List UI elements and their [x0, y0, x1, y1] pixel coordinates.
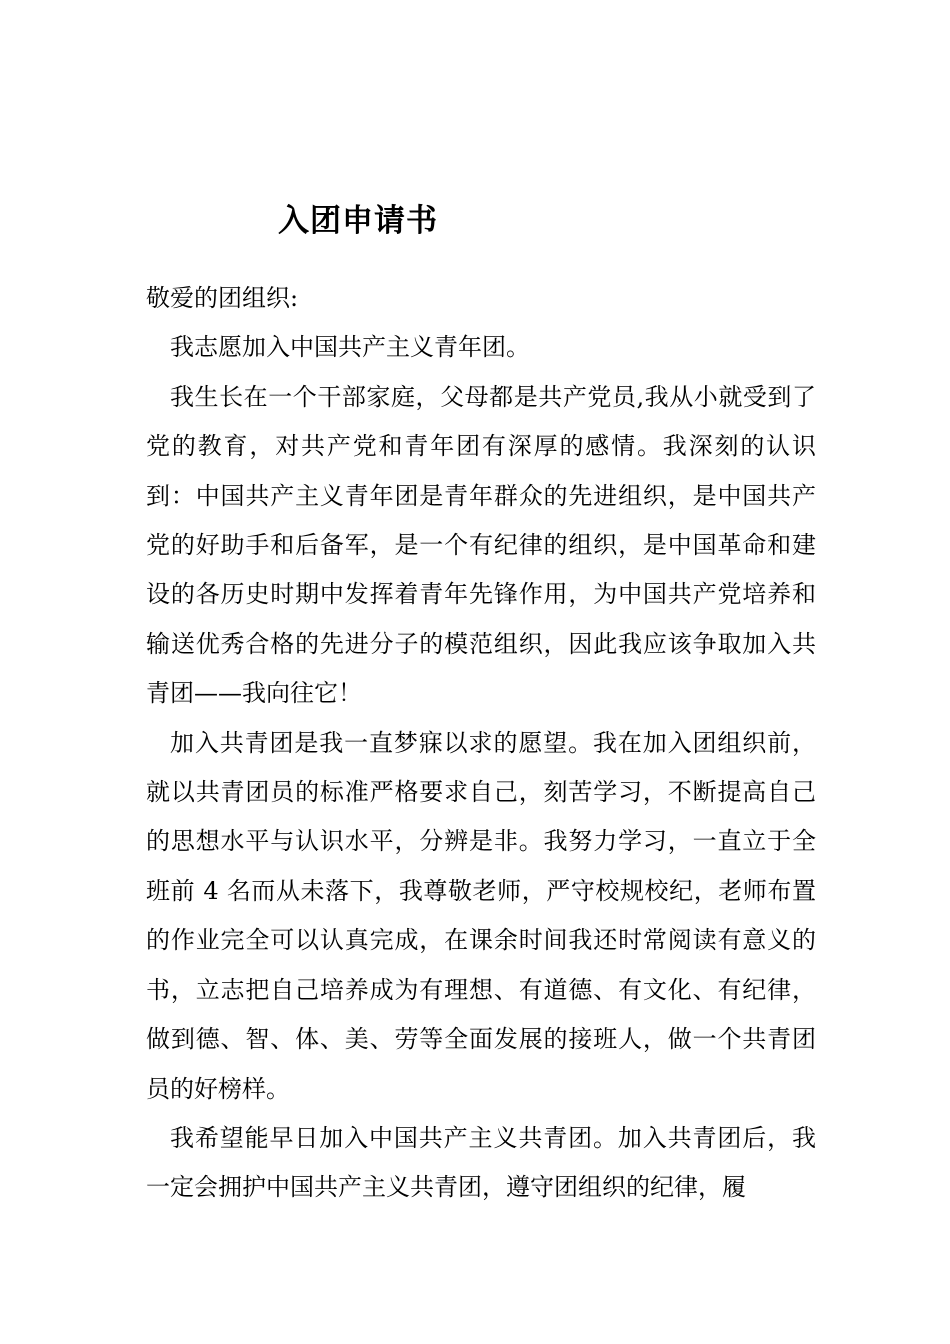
- paragraph-3: 加入共青团是我一直梦寐以求的愿望。我在加入团组织前，就以共青团员的标准严格要求自己，刻苦学习，不断提高自己的思想水平与认识水平，分辨是非。我努力学习，一直立于全班前 4 名而从未落下，我尊敬老师，严守校规校纪，老师布置的作业完全可以认真完成，在课余时间我还时常阅读有意义的书，立志把自己培养成为有理想、有道德、有文化、有纪律，做到德、智、体、美、劳等全面发展的接班人，做一个共青团员的好榜样。: [146, 728, 816, 1103]
- document-title: 入团申请书: [278, 203, 438, 239]
- document-body: [146, 274, 816, 1213]
- paragraph-4: 我希望能早日加入中国共产主义共青团。加入共青团后，我一定会拥护中国共产主义共青团，遵守团组织的纪律，履: [146, 1123, 816, 1202]
- paragraph-1: 我志愿加入中国共产主义青年团。: [170, 333, 530, 362]
- salutation: 敬爱的团组织:: [146, 284, 299, 312]
- paragraph-2: 我生长在一个干部家庭，父母都是共产党员,我从小就受到了党的教育，对共产党和青年团有深厚的感情。我深刻的认识到：中国共产主义青年团是青年群众的先进组织，是中国共产党的好助手和后备军，是一个有纪律的组织，是中国革命和建设的各历史时期中发挥着青年先锋作用，为中国共产党培养和输送优秀合格的先进分子的模范组织，因此我应该争取加入共青团——我向往它！: [146, 382, 816, 708]
